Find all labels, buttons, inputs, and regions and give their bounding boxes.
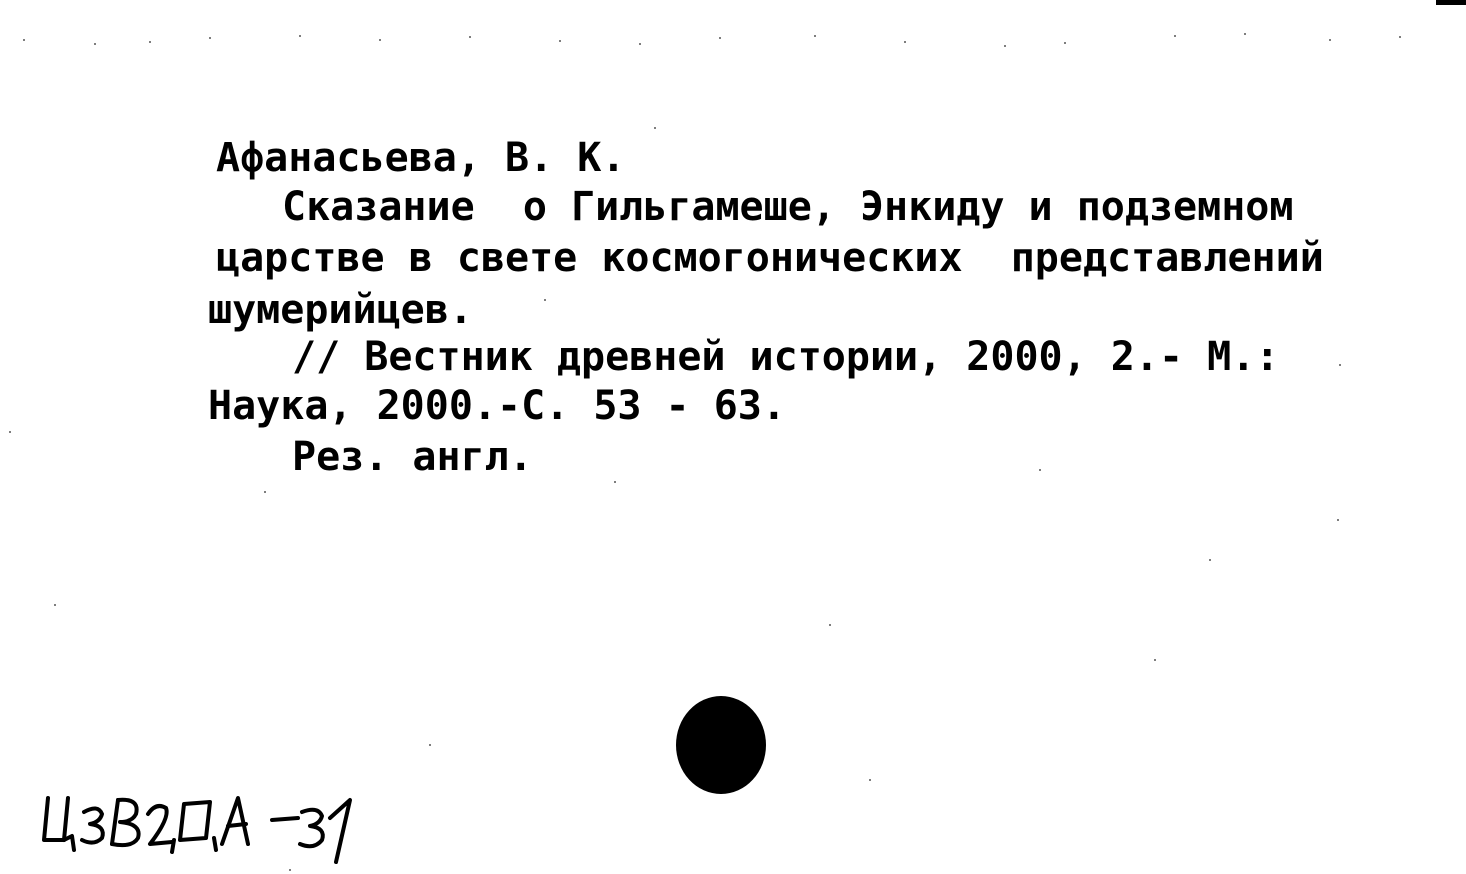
author-name: Афанасьева, В. К. (216, 135, 626, 181)
source-line: Наука, 2000.-С. 53 - 63. (208, 383, 786, 429)
source-line: // Вестник древней истории, 2000, 2.- М.: (292, 334, 1280, 380)
scan-edge-mark (1436, 0, 1466, 5)
summary-note: Рез. англ. (292, 434, 533, 480)
title-line: царстве в свете космогонических представлений (216, 235, 1324, 281)
title-line: шумерийцев. (208, 287, 473, 333)
handwritten-shelf-mark (40, 770, 400, 870)
title-line: Сказание о Гильгамеше, Энкиду и подземном (282, 184, 1294, 230)
punch-hole (676, 696, 766, 794)
